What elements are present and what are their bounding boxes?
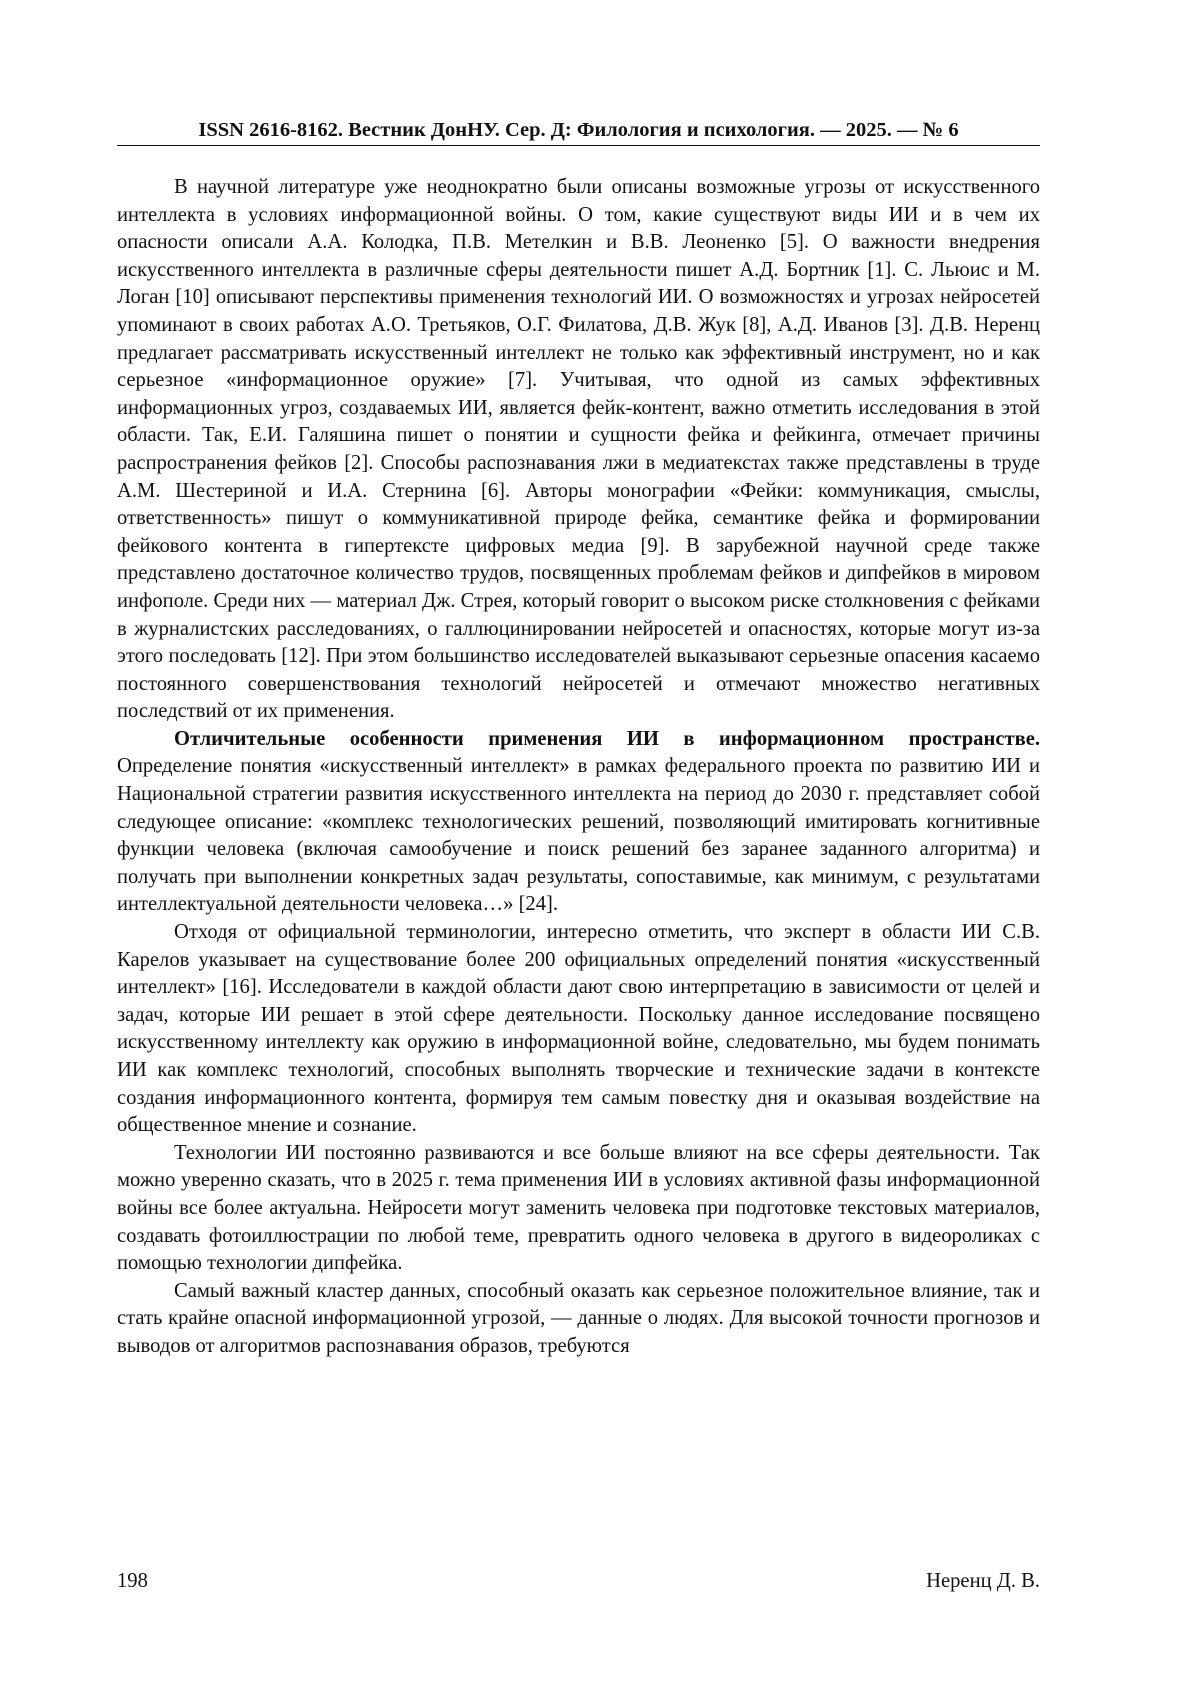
paragraph-text: Отходя от официальной терминологии, интересно отметить, что эксперт в области ИИ С.В. Карелов указывает на существование более 200 официальных определений понятия «искусственный интеллект» [16]. Исследователи в каждой области дают свою интерпретацию в зависимости от целей и задач, которые ИИ решает в этой сфере деятельности. Поскольку данное исследование посвящено искусственному интеллекту как оружию в информационной войне, следовательно, мы будем понимать ИИ как комплекс технологий, способных выполнять творческие и технические задачи в контексте создания информационного контента, формируя тем самым повестку дня и оказывая воздействие на общественное мнение и сознание.	[117, 921, 1040, 1137]
running-header: ISSN 2616-8162. Вестник ДонНУ. Сер. Д: Филология и психология. — 2025. — № 6	[117, 118, 1040, 146]
author-name: Неренц Д. В.	[926, 1570, 1040, 1592]
article-body	[117, 174, 1040, 1361]
paragraph-text: Технологии ИИ постоянно развиваются и все больше влияют на все сферы деятельности. Так можно уверенно сказать, что в 2025 г. тема применения ИИ в условиях активной фазы информационной войны все более актуальна. Нейросети могут заменить человека при подготовке текстовых материалов, создавать фотоиллюстрации по любой теме, превратить одного человека в другого в видеороликах с помощью технологии дипфейка.	[117, 1141, 1040, 1275]
page-number: 198	[117, 1570, 148, 1592]
page-footer	[117, 1568, 1040, 1594]
paragraph	[117, 919, 1040, 1140]
paragraph	[117, 726, 1040, 919]
section-heading: Отличительные особенности применения ИИ в информационном пространстве.	[174, 727, 1040, 750]
paragraph	[117, 1140, 1040, 1278]
paragraph-text: Определение понятия «искусственный интеллект» в рамках федерального проекта по развитию ИИ и Национальной стратегии развития искусственного интеллекта на период до 2030 г. представляет собой следующее описание: «комплекс технологических решений, позволяющий имитировать когнитивные функции человека (включая самообучение и поиск решений без заранее заданного алгоритма) и получать при выполнении конкретных задач результаты, сопоставимые, как минимум, с результатами интеллектуальной деятельности человека…» [24].	[117, 755, 1040, 916]
paragraph-text: Самый важный кластер данных, способный оказать как серьезное положительное влияние, так и стать крайне опасной информационной угрозой, — данные о людях. Для высокой точности прогнозов и выводов от алгоритмов распознавания образов, требуются	[117, 1279, 1040, 1357]
paragraph-text: В научной литературе уже неоднократно были описаны возможные угрозы от искусственного интеллекта в условиях информационной войны. О том, какие существуют виды ИИ и в чем их опасности описали А.А. Колодка, П.В. Метелкин и В.В. Леоненко [5]. О важности внедрения искусственного интеллекта в различные сферы деятельности пишет А.Д. Бортник [1]. С. Льюис и М. Логан [10] описывают перспективы применения технологий ИИ. О возможностях и угрозах нейросетей упоминают в своих работах А.О. Третьяков, О.Г. Филатова, Д.В. Жук [8], А.Д. Иванов [3]. Д.В. Неренц предлагает рассматривать искусственный интеллект не только как эффективный инструмент, но и как серьезное «информационное оружие» [7]. Учитывая, что одной из самых эффективных информационных угроз, создаваемых ИИ, является фейк-контент, важно отметить исследования в этой области. Так, Е.И. Галяшина пишет о понятии и сущности фейка и фейкинга, отмечает причины распространения фейков [2]. Способы распознавания лжи в медиатекстах также представлены в труде А.М. Шестериной и И.А. Стернина [6]. Авторы монографии «Фейки: коммуникация, смыслы, ответственность» пишут о коммуникативной природе фейка, семантике фейка и формировании фейкового контента в гипертексте цифровых медиа [9]. В зарубежной научной среде также представлено достаточное количество трудов, посвященных проблемам фейков и дипфейков в мировом инфополе. Среди них — материал Дж. Стрея, который говорит о высоком риске столкновения с фейками в журналистских расследованиях, о галлюцинировании нейросетей и опасностях, которые могут из-за этого последовать [12]. При этом большинство исследователей выказывают серьезные опасения касаемо постоянного совершенствования технологий нейросетей и отмечают множество негативных последствий от их применения.	[117, 176, 1040, 723]
paragraph	[117, 174, 1040, 726]
paragraph	[117, 1278, 1040, 1361]
